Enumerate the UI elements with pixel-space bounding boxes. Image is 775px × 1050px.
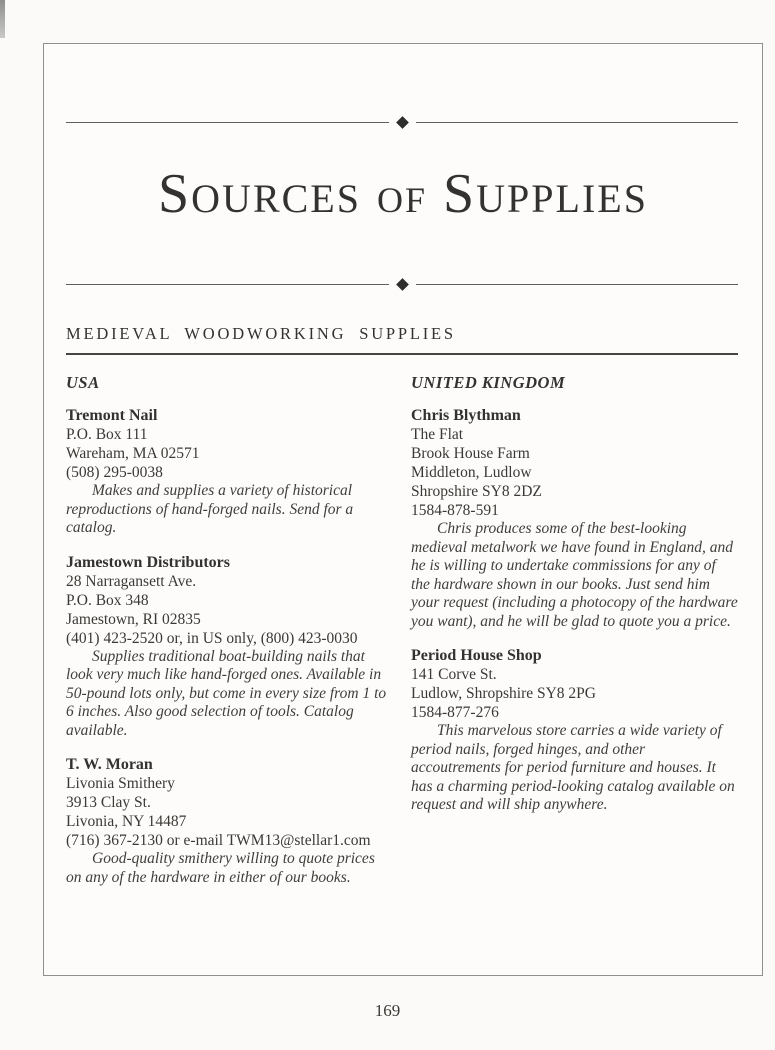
ornamental-divider-bottom: [66, 280, 738, 289]
address-line: 28 Narragansett Ave.: [66, 572, 197, 590]
region-heading-usa: USA: [66, 373, 100, 392]
address-line: Livonia Smithery: [66, 775, 175, 792]
address-line: 3913 Clay St.: [66, 794, 151, 811]
address-line: 141 Corve St.: [411, 666, 497, 683]
company-name: Jamestown Distributors: [66, 553, 230, 571]
address-line: Livonia, NY 14487: [66, 813, 187, 830]
title-word1-rest: OURCES: [191, 176, 361, 221]
section-heading-block: [66, 324, 738, 355]
entry-note: Supplies traditional boat-building nails that look very much like hand-forged ones. Available in 50-pound lots only, but come in every size from 1 to 6 inches. Also good selection of tools. Catalog available.: [66, 647, 387, 739]
entry-period-house-shop: [411, 646, 738, 815]
diamond-icon: [396, 278, 409, 291]
divider-line: [66, 284, 389, 285]
divider-line: [66, 122, 389, 123]
ornamental-divider-top: [66, 118, 738, 127]
entry-note: Chris produces some of the best-looking medieval metalwork we have found in England, and he is willing to undertake commissions for any of the hardware shown in our books. Just send him your request (including a photocopy of the hardware you want), and he will be glad to quote you a price.: [411, 520, 738, 630]
address-line: Wareham, MA 02571: [66, 445, 200, 462]
entry-note: Good-quality smithery willing to quote prices on any of the hardware in either of our books.: [66, 850, 375, 886]
address-line: Brook House Farm: [411, 445, 530, 462]
title-word2: OF: [376, 180, 428, 220]
company-name: Chris Blythman: [411, 407, 521, 424]
company-name: Tremont Nail: [66, 407, 158, 424]
company-name: Period House Shop: [411, 647, 542, 664]
divider-line: [416, 284, 739, 285]
divider-line: [416, 122, 739, 123]
address-line: (716) 367-2130 or e-mail TWM13@stellar1.com: [66, 832, 371, 849]
page-number: 169: [374, 1001, 401, 1020]
entry-tremont-nail: [66, 406, 393, 538]
region-heading-united-kingdom: UNITED KINGDOM: [411, 373, 566, 392]
title-word1-initial: S: [158, 163, 192, 225]
entry-jamestown-distributors: [66, 553, 393, 741]
scan-edge-artifact: [0, 0, 5, 38]
page-frame: [43, 43, 763, 976]
column-usa: [66, 373, 393, 902]
address-line: 1584-877-276: [411, 704, 499, 721]
entry-note: Makes and supplies a variety of historical reproductions of hand-forged nails. Send for a catalog.: [66, 482, 354, 536]
address-line: Middleton, Ludlow: [411, 464, 532, 481]
address-line: Ludlow, Shropshire SY8 2PG: [411, 685, 597, 702]
address-line: P.O. Box 111: [66, 426, 148, 443]
address-line: (401) 423-2520 or, in US only, (800) 423-0030: [66, 629, 358, 647]
directory-columns: [66, 373, 738, 902]
title-word3-initial: S: [443, 163, 477, 225]
entry-note: This marvelous store carries a wide variety of period nails, forged hinges, and other accoutrements for period furniture and houses. It has a charming period-looking catalog available on request and will ship anywhere.: [411, 722, 735, 813]
address-line: (508) 295-0038: [66, 464, 163, 481]
diamond-icon: [396, 116, 409, 129]
address-line: P.O. Box 348: [66, 591, 149, 609]
column-united-kingdom: [411, 373, 738, 902]
title-word3-rest: UPPLIES: [476, 176, 648, 221]
entry-tw-moran: [66, 755, 393, 887]
address-line: Jamestown, RI 02835: [66, 610, 201, 628]
address-line: The Flat: [411, 426, 464, 443]
section-heading: MEDIEVAL WOODWORKING SUPPLIES: [66, 324, 456, 343]
page-title: [44, 163, 762, 236]
company-name: T. W. Moran: [66, 756, 153, 773]
address-line: 1584-878-591: [411, 502, 499, 519]
address-line: Shropshire SY8 2DZ: [411, 483, 542, 500]
entry-chris-blythman: [411, 406, 738, 631]
